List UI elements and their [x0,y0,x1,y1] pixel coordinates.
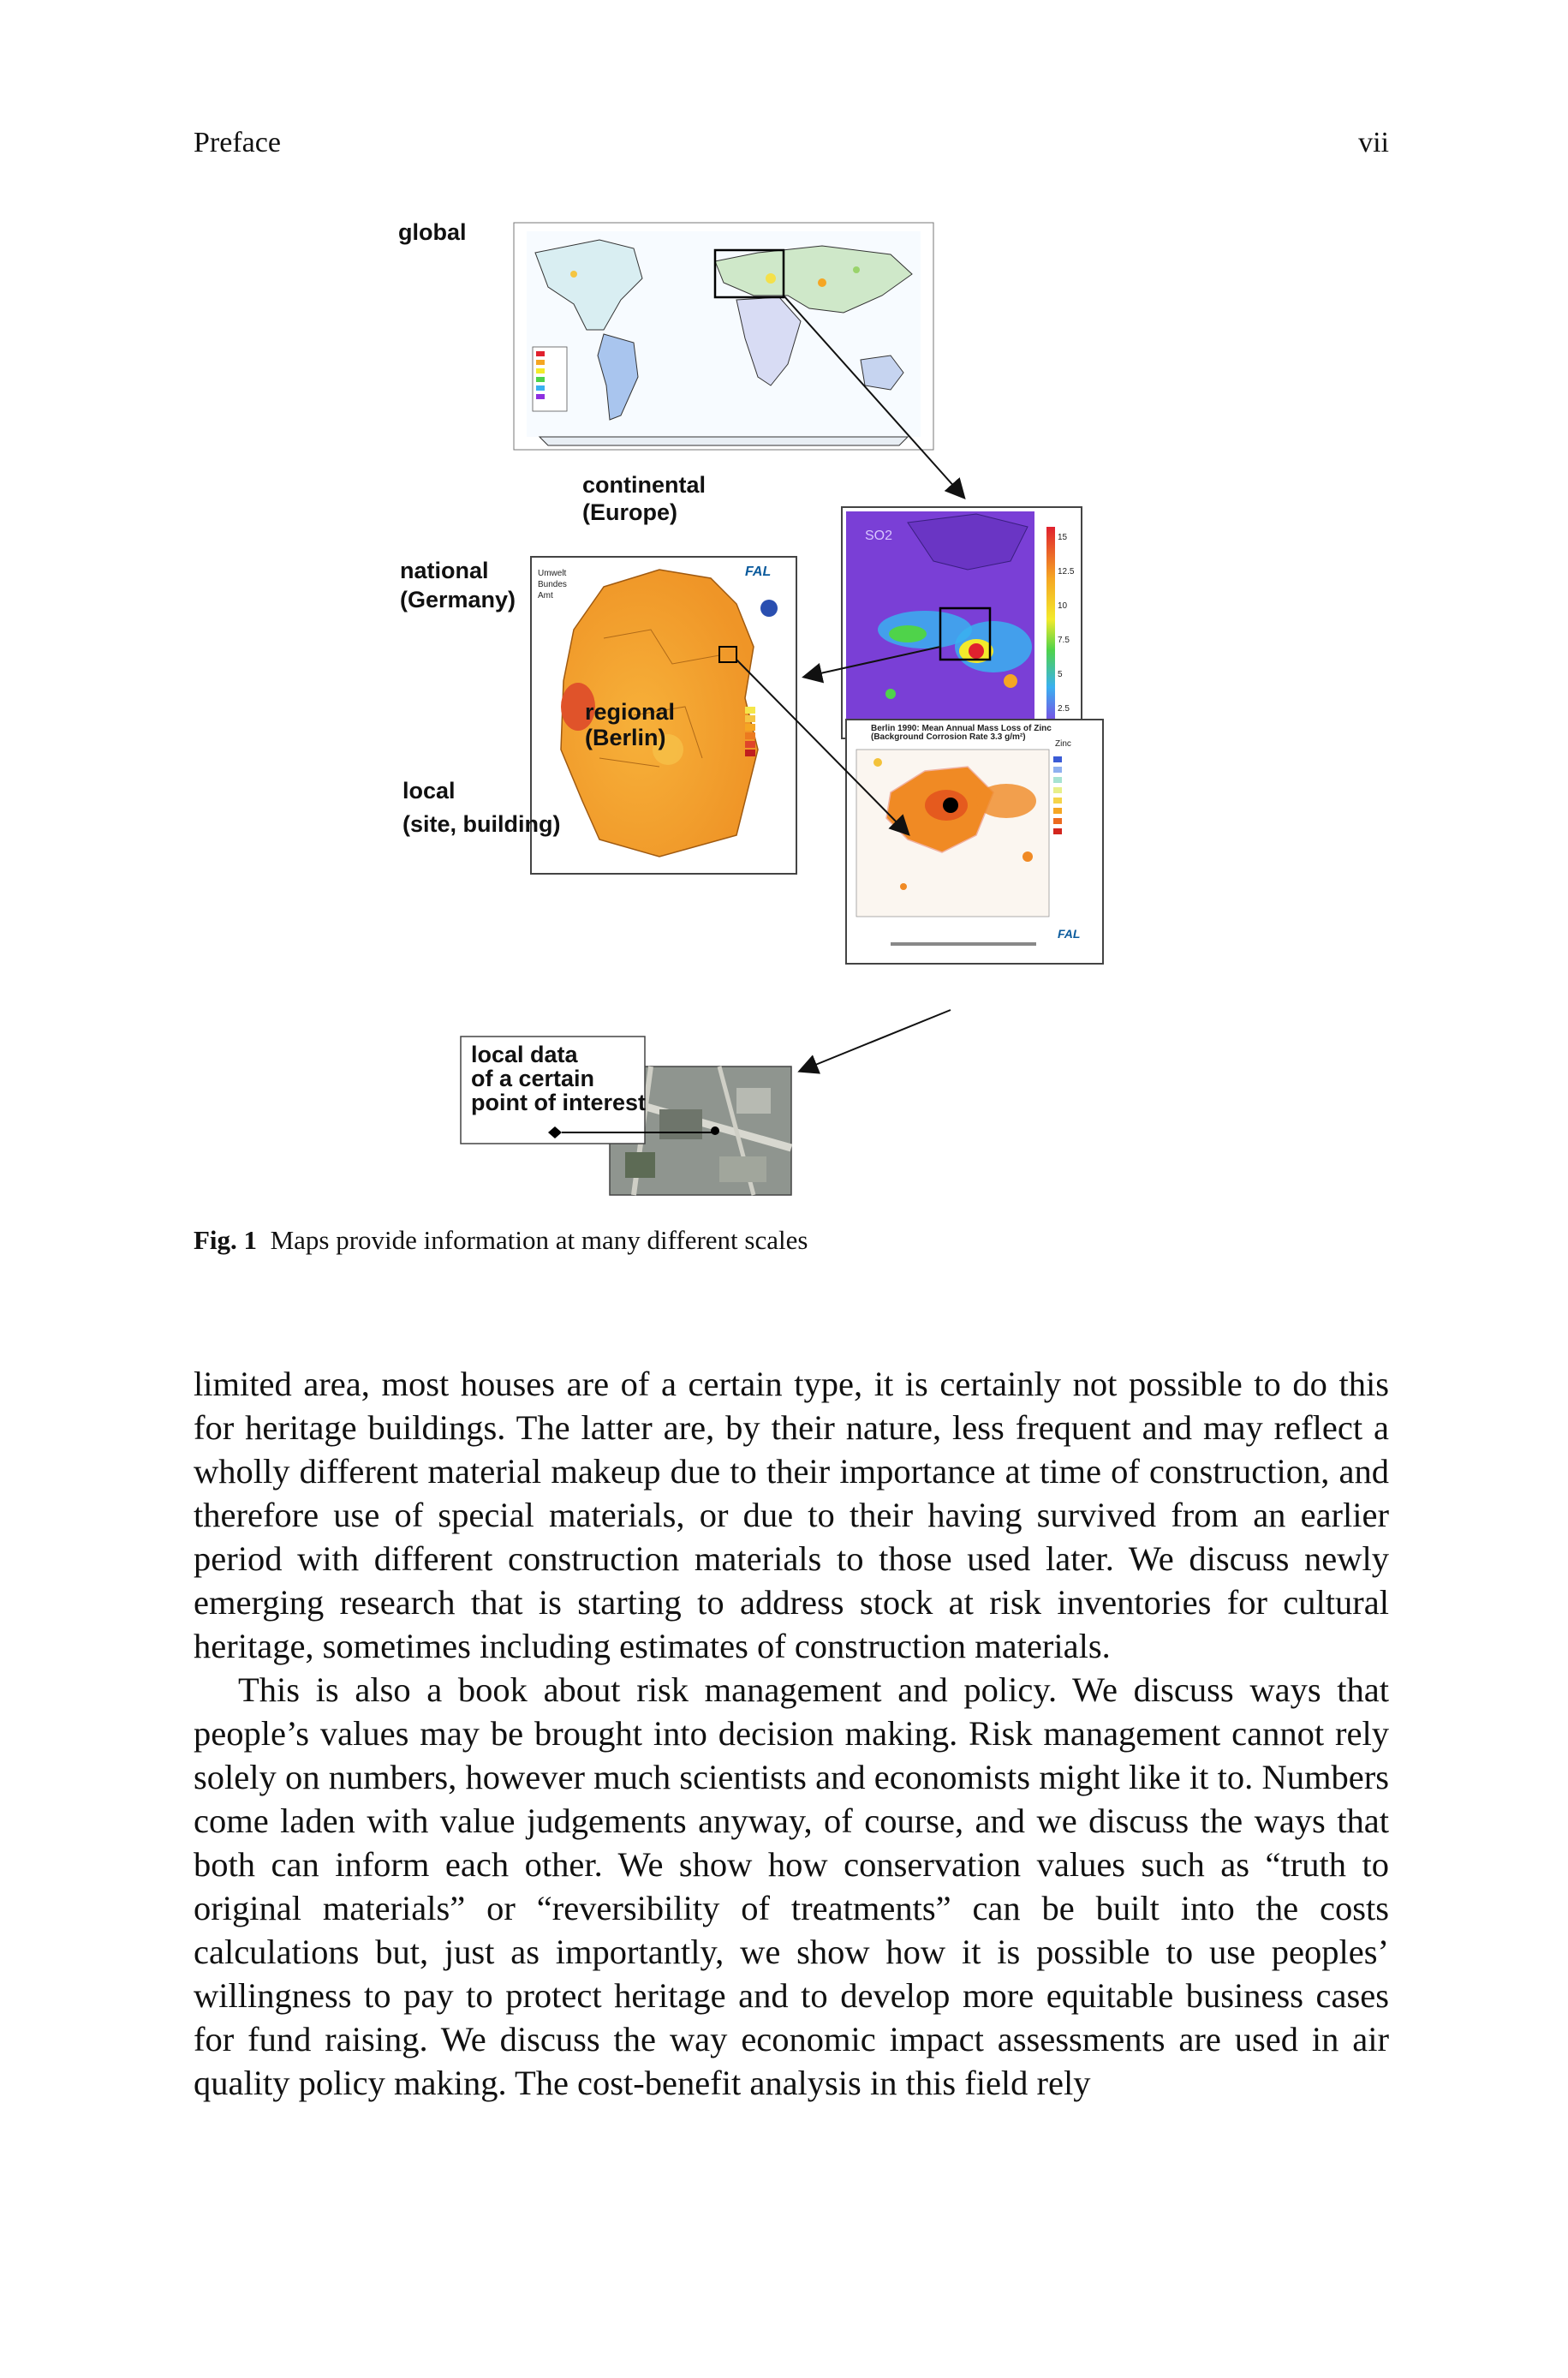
berlin-legend-title: Zinc [1055,739,1071,749]
box-text-2: of a certain [471,1066,595,1091]
scale-15: 15 [1058,533,1068,542]
caption-label: Fig. 1 [194,1225,258,1255]
berlin-map-title-1: Berlin 1990: Mean Annual Mass Loss of Zinc [871,724,1052,733]
uba-logo-1: Umwelt [538,569,567,578]
page-number: vii [1358,127,1389,158]
scale-10: 10 [1058,601,1068,611]
paragraph-1: limited area, most houses are of a certain type, it is certainly not possible to do this for heritage buildings. The latter are, by their nature, less frequent and may reflect a wholly different material makeup due to their importance at time of construction, and therefore use of special materials, or due to their having survived from an earlier period with different construction materials to those used later. We discuss newly emerging research that is starting to address stock at risk inventories for cultural heritage, sometimes including estimates of construction materials. [194,1365,1389,1665]
body-text [194,1362,1389,2105]
berlin-map-title-2: (Background Corrosion Rate 3.3 g/m²) [871,732,1026,742]
label-regional-berlin: (Berlin) [585,725,666,750]
label-continental-europe: (Europe) [582,499,677,525]
world-map [514,223,933,450]
so2-label: SO2 [865,529,893,543]
label-regional: regional [585,699,676,725]
scale-7-5: 7.5 [1058,636,1070,645]
europe-so2-map [842,507,1082,738]
box-text-1: local data [471,1042,578,1067]
label-national-germany: (Germany) [400,587,516,612]
fal-logo: FAL [745,565,772,579]
box-text-3: point of interest [471,1090,646,1115]
uba-logo-3: Amt [538,591,553,600]
figure-caption [194,1225,808,1256]
running-header: Preface [194,127,281,158]
label-continental: continental [582,472,706,498]
label-national: national [400,558,489,583]
caption-text: Maps provide information at many different scales [270,1225,808,1255]
berlin-zinc-map [846,720,1103,964]
paragraph-2: This is also a book about risk management and policy. We discuss ways that people’s values may be brought into decision making. Risk management cannot rely solely on numbers, however much scientists and economists might like it to. Numbers come laden with value judgements anyway, of course, and we discuss the ways that both can inform each other. We show how conservation values such as “truth to original materials” or “reversibility of treatments” can be built into the costs calculations but, just as importantly, we show how it is possible to use peoples’ willingness to pay to protect heritage and to develop more equitable business cases for fund raising. We discuss the way economic impact assessments are used in air quality policy making. The cost-benefit analysis in this field rely [194,1670,1389,2102]
label-global: global [398,219,467,245]
label-local-site: (site, building) [402,811,561,837]
fal-logo-2: FAL [1058,927,1081,941]
figure-1 [377,201,1233,1208]
multiscale-maps-figure [377,201,1233,1208]
scale-2-5: 2.5 [1058,704,1070,714]
scale-12-5: 12.5 [1058,567,1075,577]
label-local: local [402,778,456,804]
uba-logo-2: Bundes [538,580,567,589]
scale-5: 5 [1058,670,1063,679]
